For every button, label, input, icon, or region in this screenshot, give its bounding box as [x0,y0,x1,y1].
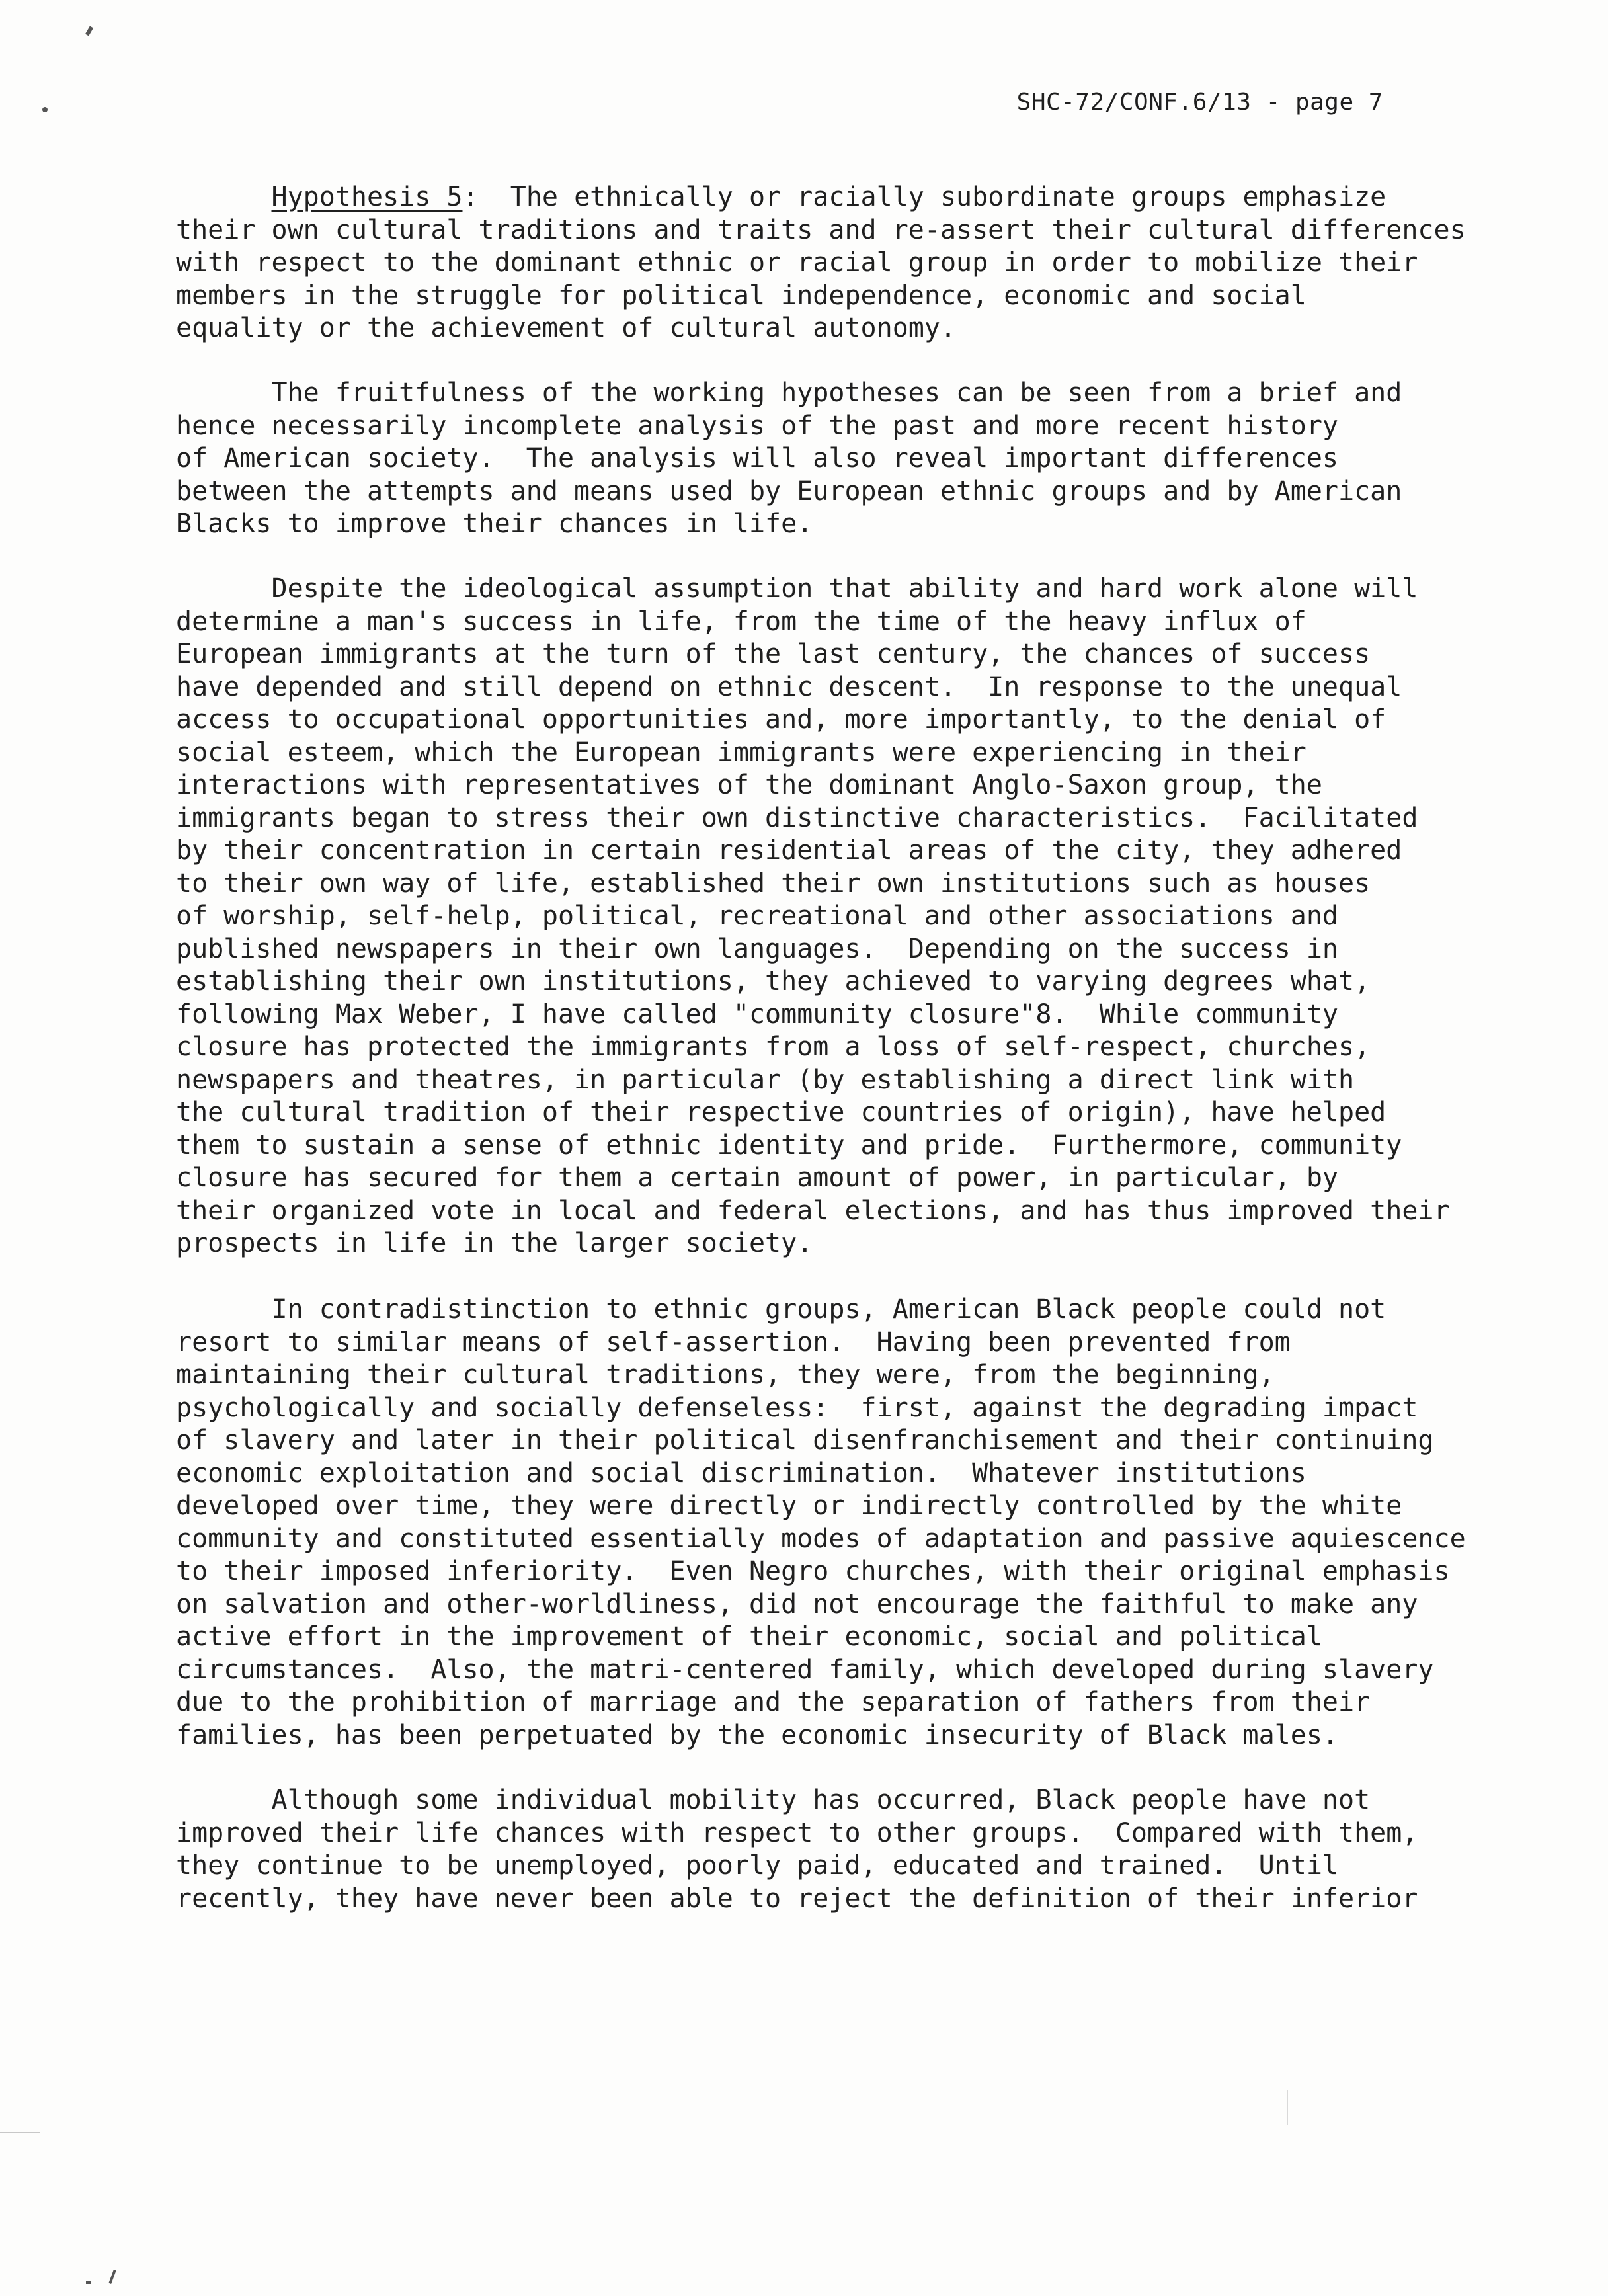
text-line: between the attempts and means used by European ethnic groups and by American [176,475,1402,507]
text-line: Blacks to improve their chances in life. [176,509,813,539]
text-line: community and constituted essentially modes of adaptation and passive aquiescence [176,1523,1466,1554]
text-line: their organized vote in local and federal elections, and has thus improved their [176,1195,1450,1226]
text-line: have depended and still depend on ethnic descent. In response to the unequal [176,671,1402,702]
text-line: recently, they have never been able to reject the definition of their inferior [176,1883,1418,1914]
text-line [176,573,1498,606]
text-line: interactions with representatives of the dominant Anglo-Saxon group, the [176,770,1322,800]
text-line: by their concentration in certain residential areas of the city, they adhered [176,835,1402,866]
scan-speck [108,2270,116,2284]
paragraph-black-people [176,1293,1498,1752]
text-line: resort to similar means of self-assertion. Having been prevented from [176,1327,1291,1358]
scan-speck [86,2281,91,2284]
text-line [176,1293,1498,1327]
text-line: circumstances. Also, the matri-centered family, which developed during slavery [176,1654,1434,1685]
scan-speck [42,107,48,112]
text-line-content: In contradistinction to ethnic groups, American Black people could not [271,1294,1387,1325]
text-line: prospects in life in the larger society. [176,1228,813,1258]
text-line: psychologically and socially defenseless: first, against the degrading impact [176,1392,1418,1423]
text-line: the cultural tradition of their respective countries of origin), have helped [176,1097,1387,1128]
hypothesis-label: Hypothesis 5 [271,182,463,212]
text-line [176,377,1498,410]
text-line: hence necessarily incomplete analysis of the past and more recent history [176,410,1338,441]
text-line: they continue to be unemployed, poorly paid, educated and trained. Until [176,1850,1338,1881]
paragraph-hypothesis-5 [176,181,1498,345]
text-line: active effort in the improvement of their economic, social and political [176,1621,1322,1652]
text-line: social esteem, which the European immigrants were experiencing in their [176,737,1306,768]
text-line: Hypothesis 5: The ethnically or racially subordinate groups emphasize [271,182,1387,212]
text-line-content: The ethnically or racially subordinate groups emphasize [510,182,1387,212]
text-line: establishing their own institutions, they achieved to varying degrees what, [176,966,1371,997]
text-line: due to the prohibition of marriage and the separation of fathers from their [176,1687,1371,1717]
text-line: access to occupational opportunities and, more importantly, to the denial of [176,704,1387,735]
page-header: SHC-72/CONF.6/13 - page 7 [1016,89,1383,116]
text-line: of worship, self-help, political, recreational and other associations and [176,901,1338,931]
text-line-content: Although some individual mobility has occurred, Black people have not [271,1785,1371,1815]
text-line: to their imposed inferiority. Even Negro churches, with their original emphasis [176,1556,1450,1586]
text-line: of American society. The analysis will also reveal important differences [176,443,1338,473]
text-line: with respect to the dominant ethnic or racial group in order to mobilize their [176,247,1418,278]
text-line: immigrants began to stress their own distinctive characteristics. Facilitated [176,802,1418,833]
paragraph-ethnic-immigrants [176,573,1498,1260]
text-line: following Max Weber, I have called "community closure"8. While community [176,999,1338,1030]
text-line: members in the struggle for political independence, economic and social [176,280,1306,311]
text-line: equality or the achievement of cultural autonomy. [176,313,957,343]
paragraph-mobility [176,1784,1498,1915]
text-line: determine a man's success in life, from the time of the heavy influx of [176,606,1306,637]
text-line: closure has secured for them a certain amount of power, in particular, by [176,1163,1338,1193]
text-line: improved their life chances with respect to other groups. Compared with them, [176,1817,1418,1848]
scan-line [0,2132,40,2133]
text-line: families, has been perpetuated by the economic insecurity of Black males. [176,1719,1338,1750]
text-line: newspapers and theatres, in particular (by establishing a direct link with [176,1064,1355,1095]
text-line: closure has protected the immigrants from a loss of self-respect, churches, [176,1032,1371,1062]
text-line-content: The fruitfulness of the working hypotheses can be seen from a brief and [271,378,1402,408]
text-line: to their own way of life, established their own institutions such as houses [176,868,1371,899]
text-line: on salvation and other-worldliness, did not encourage the faithful to make any [176,1588,1418,1620]
text-line: economic exploitation and social discrimination. Whatever institutions [176,1457,1306,1489]
paragraph-fruitfulness [176,377,1498,541]
text-line: developed over time, they were directly or indirectly controlled by the white [176,1491,1402,1521]
scan-line [1287,2090,1288,2125]
text-line-content: Despite the ideological assumption that ability and hard work alone will [271,573,1418,604]
text-line: them to sustain a sense of ethnic identity and pride. Furthermore, community [176,1129,1402,1161]
text-line: their own cultural traditions and traits and re-assert their cultural differences [176,214,1466,245]
text-line: maintaining their cultural traditions, they were, from the beginning, [176,1360,1275,1390]
text-line: of slavery and later in their political disenfranchisement and their continuing [176,1425,1434,1456]
text-line: European immigrants at the turn of the last century, the chances of success [176,639,1371,669]
scan-speck [85,26,93,36]
text-line: published newspapers in their own languages. Depending on the success in [176,933,1338,964]
text-line [176,1784,1498,1817]
